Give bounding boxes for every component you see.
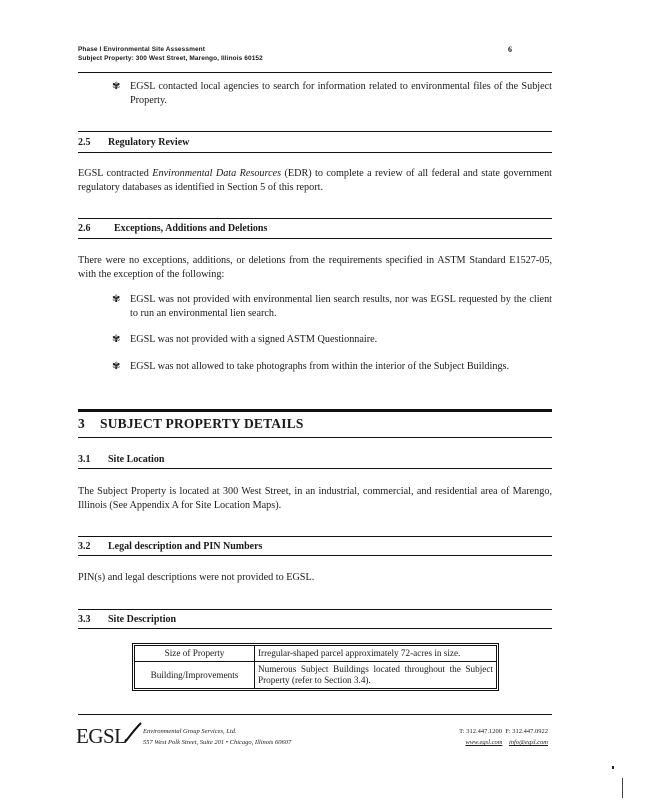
bullet-icon: ✾	[112, 334, 121, 345]
section-title: Site Location	[108, 454, 165, 465]
table-cell-label: Building/Improvements	[135, 662, 255, 689]
section-divider	[78, 609, 552, 610]
footer-links	[400, 737, 548, 748]
bullet-text: EGSL was not provided with a signed ASTM Questionnaire.	[130, 334, 378, 345]
footer-company-block	[143, 726, 291, 748]
footer-company-name: Environmental Group Services, Ltd.	[143, 728, 237, 735]
section-divider	[78, 131, 552, 132]
table-row	[135, 662, 497, 689]
bullet-text: EGSL was not provided with environmental lien search results, nor was EGSL requested by the client to run an environmental lien search.	[130, 294, 552, 319]
scan-speck	[612, 766, 614, 769]
bullet-text: EGSL was not allowed to take photographs from within the interior of the Subject Buildings.	[130, 361, 510, 372]
table-cell-label: Size of Property	[135, 646, 255, 662]
logo-swoosh-icon	[124, 722, 142, 744]
text-run-italic: Environmental Data Resources	[152, 168, 282, 179]
footer-phone: T: 312.447.1200	[459, 728, 502, 735]
bullet-icon: ✾	[112, 81, 121, 92]
text-run: EGSL contracted	[78, 168, 153, 179]
header-title: Phase I Environmental Site Assessment	[78, 46, 206, 53]
chapter-number: 3	[78, 416, 85, 431]
chapter-divider	[78, 437, 552, 438]
section-number: 2.5	[78, 137, 91, 148]
paragraph-pin-numbers: PIN(s) and legal descriptions were not provided to EGSL.	[78, 572, 315, 583]
running-header	[78, 45, 263, 63]
paragraph-regulatory-review	[78, 167, 552, 195]
section-divider	[78, 555, 552, 556]
section-divider	[78, 628, 552, 629]
section-heading-2-5	[78, 137, 552, 151]
logo-text: EGSL	[76, 724, 127, 748]
section-divider	[78, 468, 552, 469]
section-number: 3.3	[78, 614, 91, 625]
section-heading-3-3	[78, 614, 552, 628]
paragraph-site-location: The Subject Property is located at 300 West Street, in an industrial, commercial, and residential area of Marengo, Illinois (See Appendix A for Site Location Maps).	[78, 486, 552, 511]
section-divider	[78, 152, 552, 153]
section-title: Legal description and PIN Numbers	[108, 541, 263, 552]
bullet-icon: ✾	[112, 294, 121, 305]
footer-website-link[interactable]: www.egsl.com	[465, 739, 503, 746]
section-number: 3.2	[78, 541, 91, 552]
table-cell-value: Irregular-shaped parcel approximately 72-acres in size.	[255, 646, 497, 662]
site-description-table	[134, 645, 497, 689]
table-cell-value: Numerous Subject Buildings located throughout the Subject Property (refer to Section 3.4).	[255, 662, 497, 689]
chapter-heading-3	[78, 416, 552, 434]
section-number: 3.1	[78, 454, 91, 465]
footer-address: 557 West Polk Street, Suite 201 • Chicago, Illinois 60607	[143, 739, 292, 746]
section-divider	[78, 536, 552, 537]
table-row	[135, 646, 497, 662]
section-heading-3-2	[78, 541, 552, 555]
section-number: 2.6	[78, 223, 91, 234]
page-number: 6	[508, 45, 512, 54]
paragraph-exceptions: There were no exceptions, additions, or deletions from the requirements specified in ASTM Standard E1527-05, with the exception of the following:	[78, 255, 552, 280]
chapter-title: SUBJECT PROPERTY DETAILS	[100, 416, 304, 431]
footer-divider	[78, 714, 552, 715]
bullet-icon: ✾	[112, 361, 121, 372]
bullet-text: EGSL contacted local agencies to search for information related to environmental files of the Subject Property.	[130, 81, 552, 106]
footer-fax: F: 312.447.0922	[505, 728, 548, 735]
section-heading-3-1	[78, 454, 552, 468]
section-heading-2-6	[78, 223, 552, 237]
section-title: Regulatory Review	[108, 137, 190, 148]
section-divider	[78, 218, 552, 219]
scan-speck	[622, 778, 623, 798]
section-title: Exceptions, Additions and Deletions	[114, 223, 268, 234]
footer-contact-block	[400, 726, 548, 748]
text-run: (EDR) to complete a review of all federal and state government regulatory databases as identified in Section 5 of this report.	[78, 168, 552, 193]
section-divider	[78, 238, 552, 239]
footer-phone-fax	[400, 726, 548, 737]
header-subject-property: Subject Property: 300 West Street, Marengo, Illinois 60152	[78, 55, 263, 62]
header-divider	[78, 72, 552, 73]
section-title: Site Description	[108, 614, 177, 625]
chapter-divider	[78, 409, 552, 412]
footer-email-link[interactable]: info@egsl.com	[508, 739, 548, 746]
company-logo	[76, 724, 127, 749]
